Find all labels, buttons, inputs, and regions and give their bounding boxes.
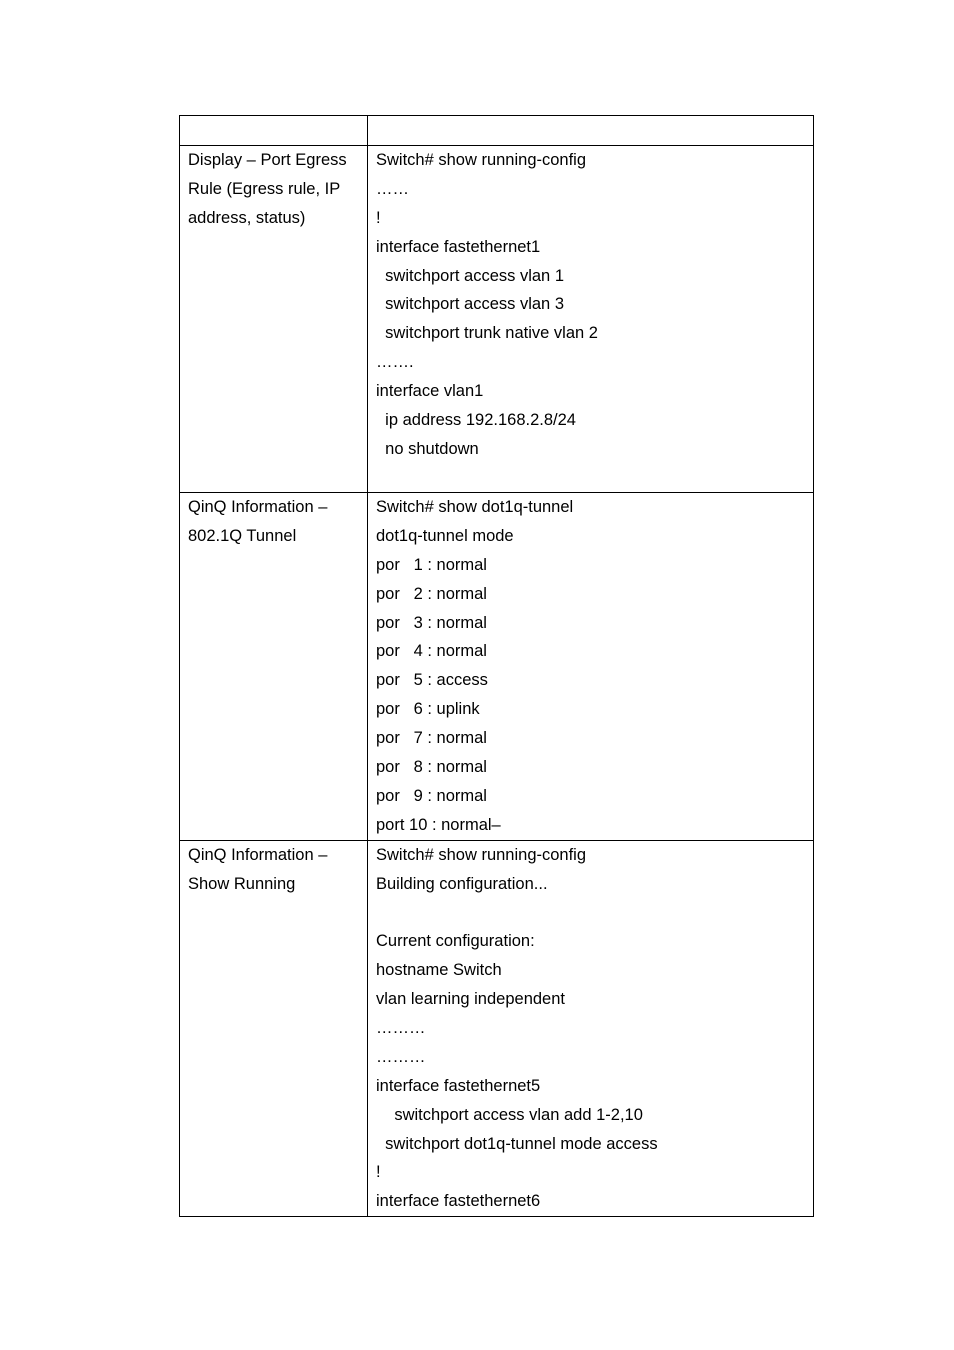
config-line: ! — [376, 1163, 381, 1182]
config-line: por 7 : normal — [376, 729, 487, 748]
config-line: por 8 : normal — [376, 758, 487, 777]
config-line: Switch# show running-config — [376, 151, 587, 169]
table-row — [180, 840, 814, 1217]
config-line: interface vlan1 — [376, 382, 484, 401]
row-content-cell — [368, 146, 814, 493]
row-label-line: QinQ Information – — [188, 498, 328, 516]
config-line: hostname Switch — [376, 961, 502, 980]
row-label-line: Rule (Egress rule, IP — [188, 179, 341, 198]
config-line: switchport access vlan add 1-2,10 — [376, 1105, 643, 1124]
config-line: interface fastethernet1 — [376, 237, 541, 256]
config-line: por 5 : access — [376, 671, 488, 690]
config-line: ! — [376, 208, 381, 227]
row-label-cell — [180, 493, 368, 841]
header-cell-left — [180, 116, 368, 146]
config-line: Building configuration... — [376, 874, 548, 893]
config-line: Current configuration: — [376, 932, 535, 951]
row-label-cell — [180, 840, 368, 1217]
config-line: vlan learning independent — [376, 990, 565, 1009]
config-line: dot1q-tunnel mode — [376, 526, 514, 545]
config-line: Switch# show dot1q-tunnel — [376, 498, 574, 516]
config-line: switchport trunk native vlan 2 — [376, 324, 598, 343]
row-label-cell — [180, 146, 368, 493]
config-line: por 1 : normal — [376, 555, 487, 574]
config-line: ……. — [376, 353, 414, 372]
config-line: interface fastethernet6 — [376, 1192, 541, 1211]
config-line: …… — [376, 179, 409, 198]
config-line — [376, 898, 805, 927]
row-label-line: QinQ Information – — [188, 845, 328, 864]
config-line: no shutdown — [376, 439, 479, 458]
config-line: ip address 192.168.2.8/24 — [376, 411, 576, 430]
row-label-line: Display – Port Egress — [188, 151, 347, 169]
row-content-cell — [368, 493, 814, 841]
config-line: Switch# show running-config — [376, 845, 587, 864]
header-cell-right — [368, 116, 814, 146]
config-line: switchport dot1q-tunnel mode access — [376, 1134, 658, 1153]
config-line: por 2 : normal — [376, 584, 487, 603]
config-line: por 6 : uplink — [376, 700, 480, 719]
config-line: interface fastethernet5 — [376, 1076, 541, 1095]
config-line: por 3 : normal — [376, 613, 487, 632]
config-line: switchport access vlan 3 — [376, 295, 564, 314]
row-label-line: Show Running — [188, 874, 296, 893]
table-row — [180, 493, 814, 841]
config-line: por 4 : normal — [376, 642, 487, 661]
config-line: ……… — [376, 1019, 426, 1038]
config-line: switchport access vlan 1 — [376, 266, 564, 285]
table-row — [180, 146, 814, 493]
table-header-row — [180, 116, 814, 146]
row-content-cell — [368, 840, 814, 1217]
config-line: port 10 : normal– — [376, 815, 501, 834]
row-label-line: 802.1Q Tunnel — [188, 526, 297, 545]
config-line: ……… — [376, 1047, 426, 1066]
config-table — [179, 115, 814, 1217]
config-line: por 9 : normal — [376, 786, 487, 805]
row-label-line: address, status) — [188, 208, 306, 227]
